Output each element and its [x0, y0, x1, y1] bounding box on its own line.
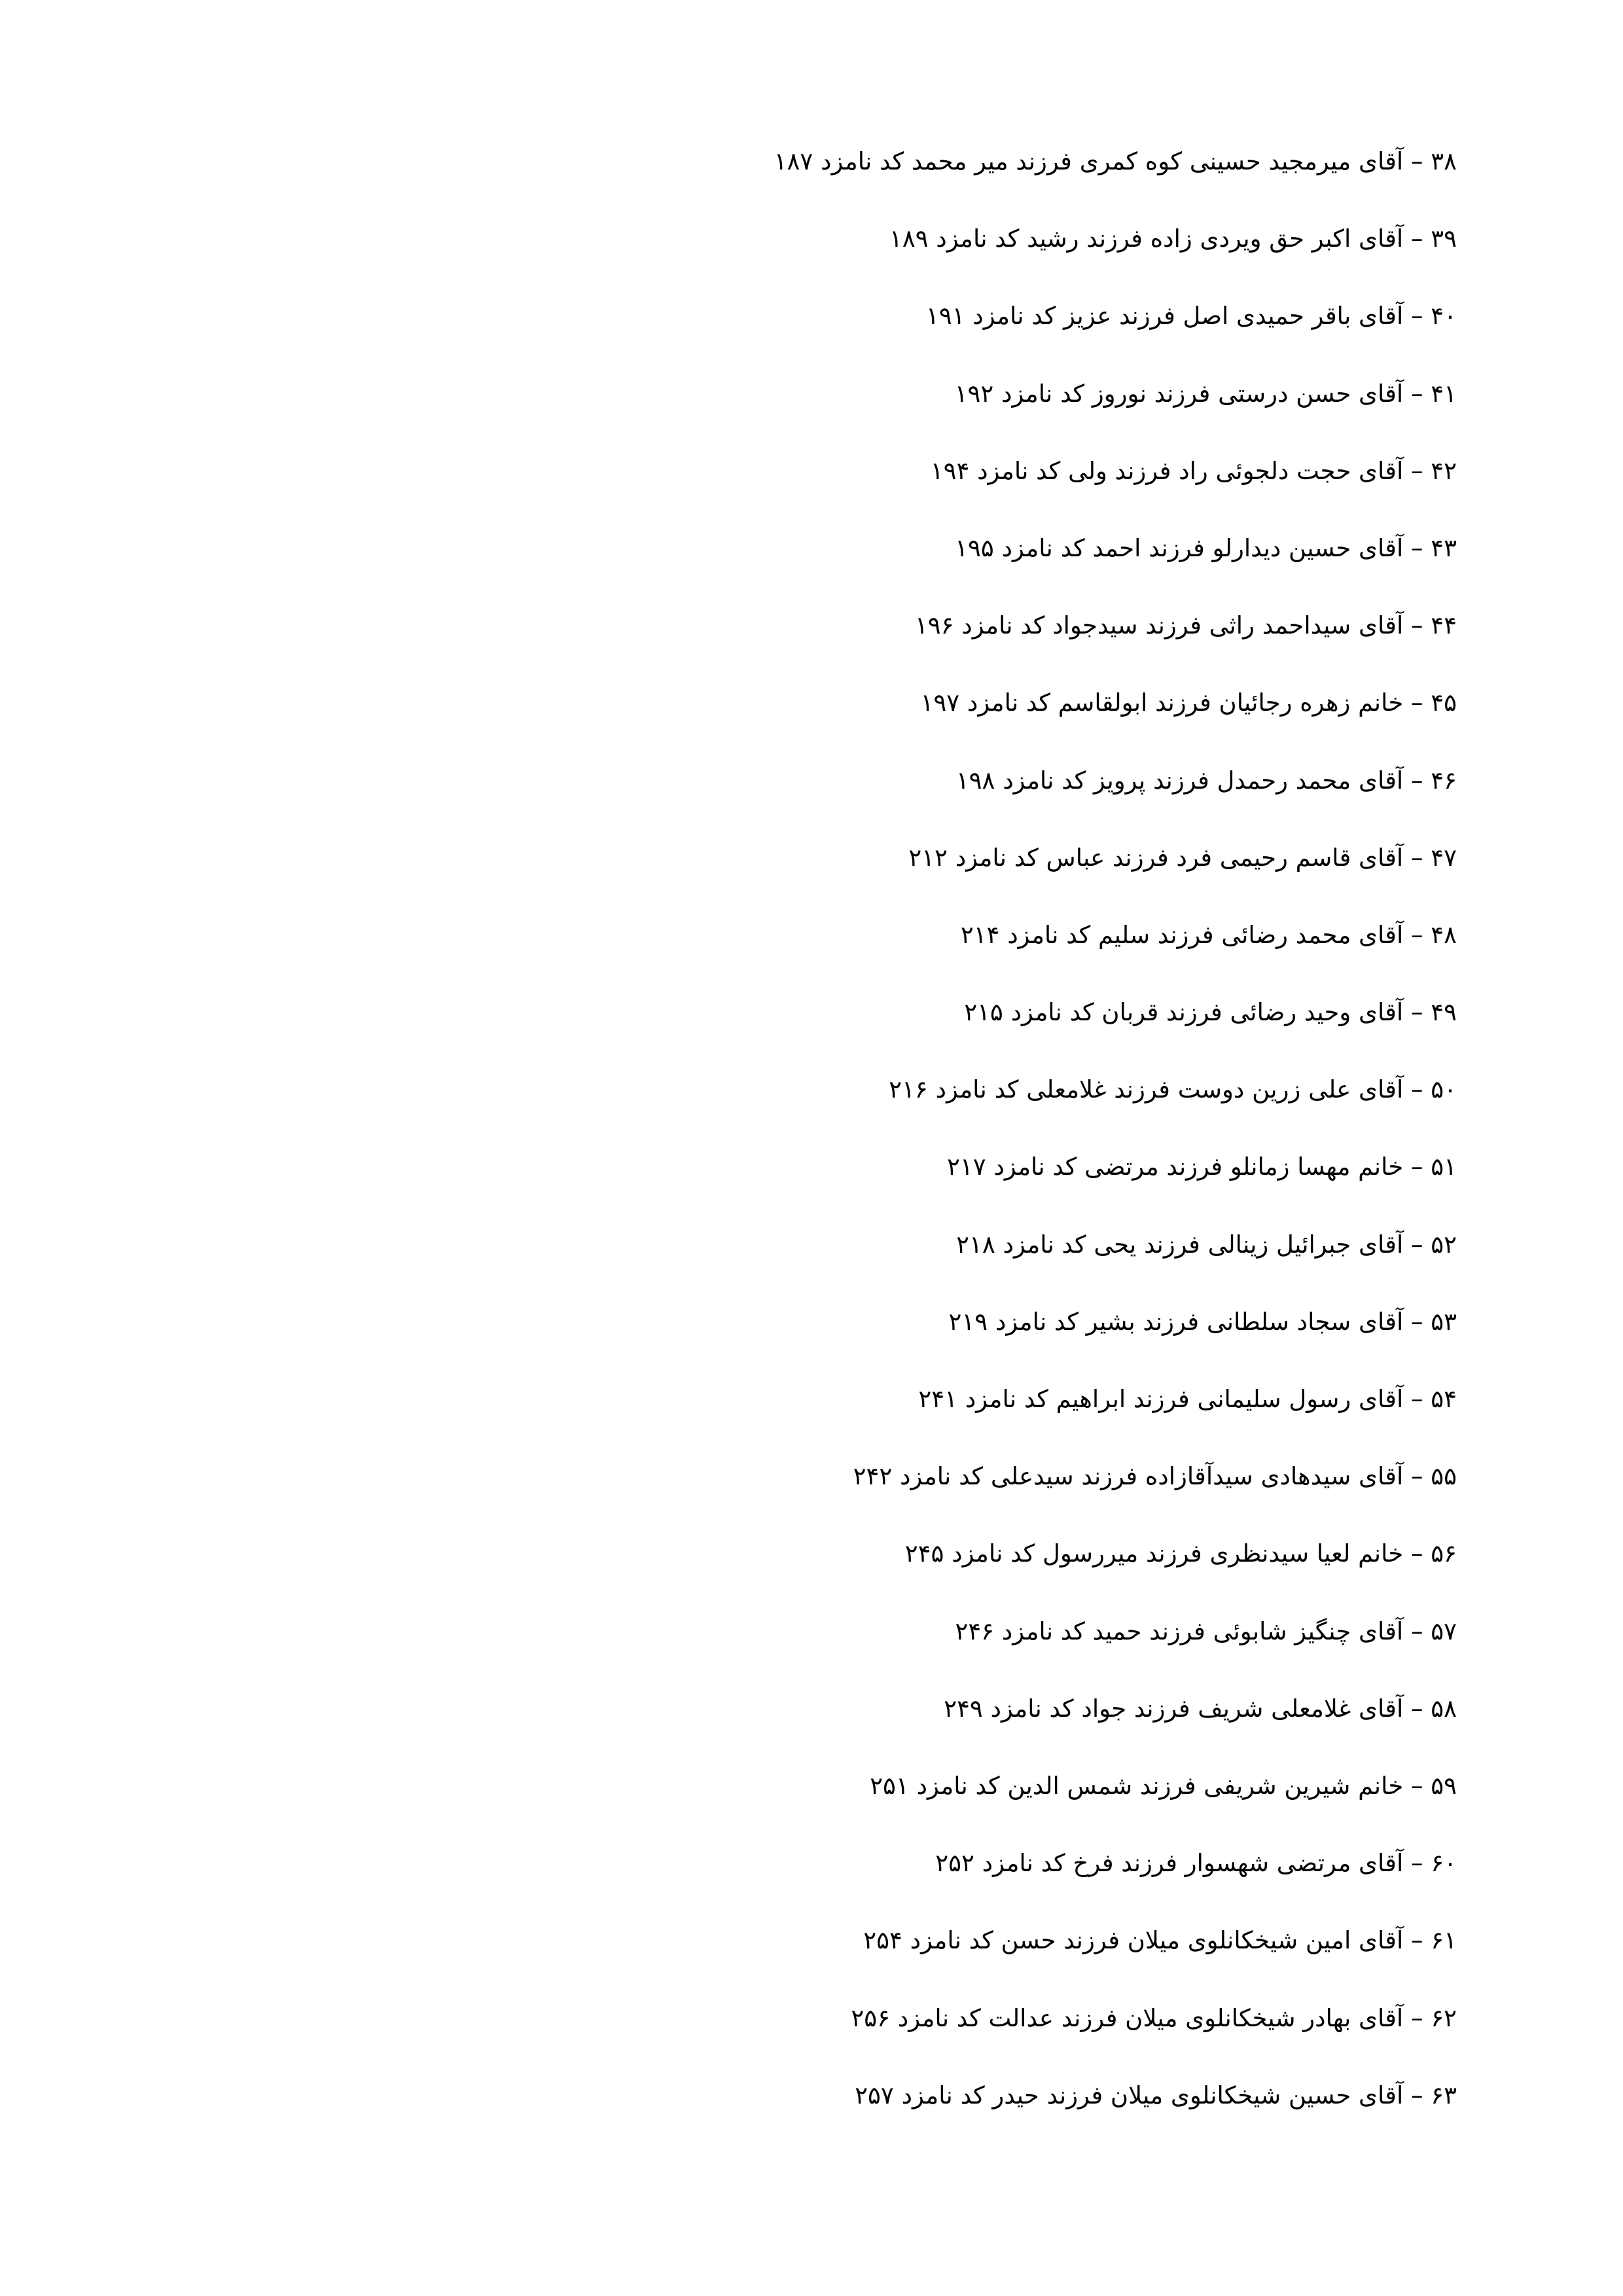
candidate-line: ۵۷ – آقای چنگیز شابوئی فرزند حمید کد نامزد ۲۴۶ [955, 1617, 1457, 1645]
candidate-line: ۶۱ – آقای امین شیخکانلوی میلان فرزند حسن کد نامزد ۲۵۴ [863, 1926, 1457, 1955]
candidate-line: ۴۴ – آقای سیداحمد راثی فرزند سیدجواد کد نامزد ۱۹۶ [914, 611, 1457, 640]
candidate-line: ۳۸ – آقای میرمجید حسینی کوه کمری فرزند میر محمد کد نامزد ۱۸۷ [774, 147, 1457, 175]
candidate-line: ۵۲ – آقای جبرائیل زینالی فرزند یحی کد نامزد ۲۱۸ [956, 1230, 1457, 1259]
candidate-line: ۵۱ – خانم مهسا زمانلو فرزند مرتضی کد نامزد ۲۱۷ [946, 1153, 1457, 1181]
candidate-line: ۶۰ – آقای مرتضی شهسوار فرزند فرخ کد نامزد ۲۵۲ [935, 1849, 1457, 1878]
candidate-line: ۴۵ – خانم زهره رجائیان فرزند ابولقاسم کد نامزد ۱۹۷ [920, 689, 1457, 717]
candidate-line: ۵۵ – آقای سیدهادی سیدآقازاده فرزند سیدعلی کد نامزد ۲۴۲ [853, 1462, 1457, 1491]
candidate-line: ۶۳ – آقای حسین شیخکانلوی میلان فرزند حیدر کد نامزد ۲۵۷ [855, 2081, 1457, 2109]
candidate-line: ۴۰ – آقای باقر حمیدی اصل فرزند عزیز کد نامزد ۱۹۱ [925, 302, 1457, 331]
candidate-line: ۵۸ – آقای غلامعلی شریف فرزند جواد کد نامزد ۲۴۹ [944, 1694, 1457, 1723]
candidate-line: ۳۹ – آقای اکبر حق ویردی زاده فرزند رشید کد نامزد ۱۸۹ [889, 224, 1457, 253]
candidate-line: ۵۹ – خانم شیرین شریفی فرزند شمس الدین کد نامزد ۲۵۱ [870, 1771, 1457, 1800]
candidate-list [475, 123, 1457, 2134]
candidate-line: ۶۲ – آقای بهادر شیخکانلوی میلان فرزند عدالت کد نامزد ۲۵۶ [851, 2003, 1457, 2032]
candidate-line: ۵۴ – آقای رسول سلیمانی فرزند ابراهیم کد نامزد ۲۴۱ [918, 1385, 1457, 1413]
candidate-line: ۴۹ – آقای وحید رضائی فرزند قربان کد نامزد ۲۱۵ [964, 998, 1457, 1027]
candidate-line: ۴۶ – آقای محمد رحمدل فرزند پرویز کد نامزد ۱۹۸ [955, 766, 1457, 795]
candidate-line: ۴۸ – آقای محمد رضائی فرزند سلیم کد نامزد ۲۱۴ [960, 920, 1457, 949]
candidate-line: ۵۳ – آقای سجاد سلطانی فرزند بشیر کد نامزد ۲۱۹ [948, 1307, 1457, 1336]
candidate-line: ۴۱ – آقای حسن درستی فرزند نوروز کد نامزد ۱۹۲ [954, 379, 1457, 408]
candidate-line: ۴۳ – آقای حسین دیدارلو فرزند احمد کد نامزد ۱۹۵ [955, 533, 1457, 562]
candidate-line: ۵۰ – آقای علی زرین دوست فرزند غلامعلی کد نامزد ۲۱۶ [889, 1075, 1457, 1104]
candidate-line: ۵۶ – خانم لعیا سیدنظری فرزند میررسول کد نامزد ۲۴۵ [904, 1539, 1457, 1568]
candidate-line: ۴۲ – آقای حجت دلجوئی راد فرزند ولی کد نامزد ۱۹۴ [930, 456, 1457, 485]
candidate-line: ۴۷ – آقای قاسم رحیمی فرد فرزند عباس کد نامزد ۲۱۲ [908, 843, 1457, 872]
